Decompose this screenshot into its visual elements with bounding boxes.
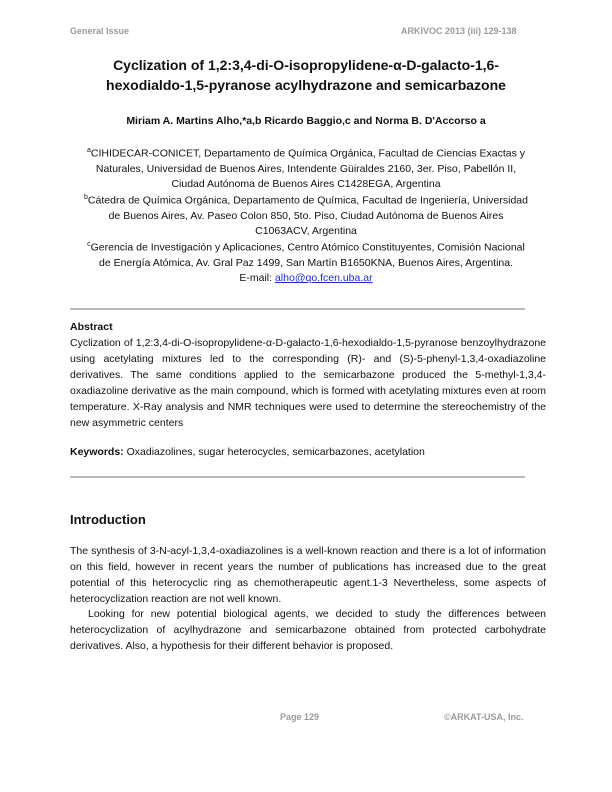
copyright-notice: ©ARKAT-USA, Inc. (444, 712, 524, 722)
affiliation-a-line-2: Naturales, Universidad de Buenos Aires, Intendente Güiraldes 2160, 3er. Piso, Pabellón II, (95, 162, 517, 175)
affiliation-b-marker: b (84, 194, 88, 201)
affiliation-b-line-1: Cátedra de Química Orgánica, Departamento de Química, Facultad de Ingeniería, Universidad (87, 194, 528, 207)
affiliation-c-line-1: Gerencia de Investigación y Aplicaciones, Centro Atómico Constituyentes, Comisión Nacional (90, 241, 525, 254)
running-header-right: ARKIVOC 2013 (iii) 129-138 (401, 26, 517, 36)
abstract-heading: Abstract (70, 321, 113, 333)
affiliation-b (70, 190, 542, 239)
affiliation-b-line-3: C1063ACV, Argentina (255, 225, 357, 238)
email-link[interactable]: alho@qo.fcen.uba.ar (274, 272, 373, 285)
author-list: Miriam A. Martins Alho,*a,b Ricardo Baggio,c and Norma B. D'Accorso a (126, 115, 486, 127)
affiliation-b-line-2: de Buenos Aires, Av. Paseo Colon 850, 5to. Piso, Ciudad Autónoma de Buenos Aires (108, 209, 504, 222)
introduction-paragraph-1: The synthesis of 3-N-acyl-1,3,4-oxadiazolines is a well-known reaction and there is a lot of information on this field, however in recent years the number of publications has increased due to the great potential of this heterocyclic ring as chemotherapeutic agent.1-3 Nevertheless, some aspects of heterocyclization reaction are not well known. (70, 545, 546, 605)
affiliation-c-marker: c (87, 241, 91, 248)
affiliation-c (70, 237, 542, 286)
affiliation-a (70, 143, 542, 192)
abstract-text: Cyclization of 1,2:3,4-di-O-isopropylidene-α-D-galacto-1,6-hexodialdo-1,5-pyranose benzoylhydrazone using acetylating mixtures led to the corresponding (R)- and (S)-5-phenyl-1,3,4-oxadiazoline derivatives. The same conditions applied to the semicarbazone produced the 5-methyl-1,3,4-oxadiazoline derivative as the main compound, which is formed with acetylating mixtures even at room temperature. X-Ray analysis and NMR techniques were used to determine the stereochemistry of the new asymmetric centers (70, 337, 546, 429)
divider-bottom (70, 476, 525, 478)
affiliation-a-line-3: Ciudad Autónoma de Buenos Aires C1428EGA, Argentina (171, 178, 441, 191)
affiliation-a-line-1: CIHIDECAR-CONICET, Departamento de Química Orgánica, Facultad de Ciencias Exactas y (90, 147, 526, 160)
affiliation-c-line-2: de Energía Atómica, Av. Gral Paz 1499, San Martín B1650KNA, Buenos Aires, Argentina. (98, 256, 514, 269)
running-header-left: General Issue (70, 26, 130, 36)
email-label: E-mail: (239, 272, 273, 285)
introduction-heading: Introduction (70, 512, 146, 527)
keywords-label: Keywords: (70, 446, 124, 458)
introduction-paragraph-2: Looking for new potential biological agents, we decided to study the differences between heterocyclization of acylhydrazone and semicarbazone obtained from protected carbohydrate derivatives. Also, a hypothesis for their different behavior is proposed. (70, 608, 546, 652)
page-number: Page 129 (280, 712, 320, 722)
paper-title-line-2: hexodialdo-1,5-pyranose acylhydrazone and semicarbazone (106, 77, 506, 93)
keywords-text: Oxadiazolines, sugar heterocycles, semicarbazones, acetylation (123, 446, 425, 458)
divider-top (70, 308, 525, 310)
affiliation-a-marker: a (86, 147, 91, 154)
keywords-line (70, 444, 546, 460)
paper-title-line-1: Cyclization of 1,2:3,4-di-O-isopropylidene-α-D-galacto-1,6- (113, 57, 499, 73)
